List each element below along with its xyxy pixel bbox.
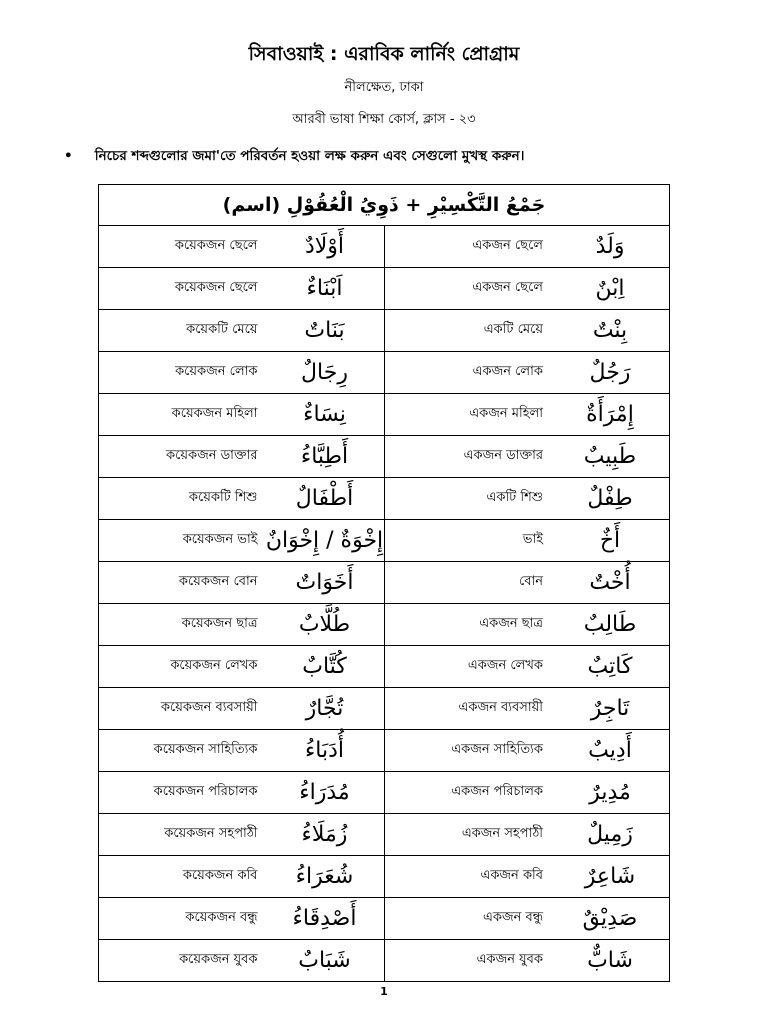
- singular-bangla: একজন বন্ধু: [482, 910, 543, 925]
- singular-bangla: একটি শিশু: [486, 490, 543, 505]
- singular-arabic: بِنْتٌ: [592, 318, 628, 343]
- singular-cell: [384, 352, 670, 394]
- plural-cell: [99, 394, 385, 436]
- singular-bangla: একজন লেখক: [467, 658, 543, 673]
- singular-bangla: ভাই: [522, 532, 543, 547]
- location-subtitle: নীলক্ষেত, ঢাকা: [344, 80, 424, 95]
- plural-cell: [99, 772, 385, 814]
- plural-bangla: কয়েকজন বোন: [178, 574, 258, 589]
- plural-arabic: اَبْنَاءٌ: [306, 276, 343, 301]
- singular-cell: [384, 226, 670, 268]
- singular-bangla: একজন কবি: [480, 868, 543, 883]
- singular-cell: [384, 940, 670, 982]
- plural-bangla: কয়েকটি মেয়ে: [186, 322, 258, 337]
- plural-arabic: زُمَلَاءُ: [301, 822, 348, 847]
- plural-arabic: أَخَوَاتٌ: [295, 570, 354, 595]
- plural-cell: [99, 898, 385, 940]
- page-title: সিবাওয়াই : এরাবিক লার্নিং প্রোগ্রাম: [248, 43, 520, 65]
- singular-arabic: كَاتِبٌ: [587, 654, 633, 679]
- singular-bangla: একজন সহপাঠী: [461, 826, 543, 841]
- singular-cell: [384, 856, 670, 898]
- table-row: [99, 856, 670, 898]
- plural-arabic: شُعَرَاءُ: [295, 864, 354, 889]
- table-row: [99, 940, 670, 982]
- singular-arabic: تَاجِرٌ: [590, 696, 630, 721]
- plural-cell: [99, 856, 385, 898]
- instruction-text: নিচের শব্দগুলোর জমা'তে পরিবর্তন হওয়া লক্ষ করুন এবং সেগুলো মুখস্থ করুন।: [94, 148, 525, 164]
- singular-bangla: একজন পরিচালক: [451, 784, 543, 799]
- table-row: [99, 562, 670, 604]
- table-row: [99, 310, 670, 352]
- plural-cell: [99, 646, 385, 688]
- table-row: [99, 604, 670, 646]
- instruction: [64, 145, 525, 168]
- plural-arabic: أَصْدِقَاءُ: [292, 906, 357, 931]
- singular-cell: [384, 436, 670, 478]
- singular-arabic: طِفْلٌ: [587, 486, 633, 511]
- singular-bangla: একজন ছেলে: [472, 238, 543, 253]
- singular-cell: [384, 604, 670, 646]
- plural-arabic: طُلَّابٌ: [298, 612, 351, 637]
- plural-cell: [99, 688, 385, 730]
- singular-cell: [384, 772, 670, 814]
- vocab-table: [98, 184, 670, 982]
- plural-bangla: কয়েকজন সাহিত্যিক: [153, 742, 258, 757]
- singular-cell: [384, 478, 670, 520]
- plural-bangla: কয়েকজন সহপাঠী: [164, 826, 258, 841]
- singular-bangla: একজন যুবক: [476, 952, 543, 967]
- plural-arabic: بَنَاتٌ: [304, 318, 345, 343]
- plural-cell: [99, 604, 385, 646]
- plural-bangla: কয়েকজন ছাত্র: [181, 616, 258, 631]
- plural-arabic: رِجَالٌ: [301, 360, 348, 385]
- singular-bangla: একজন ছেলে: [472, 280, 543, 295]
- table-row: [99, 772, 670, 814]
- plural-arabic: نِسَاءٌ: [303, 402, 346, 427]
- singular-arabic: شَاعِرٌ: [584, 864, 636, 889]
- singular-arabic: صَدِيْقٌ: [582, 906, 638, 931]
- plural-bangla: কয়েকটি শিশু: [188, 490, 258, 505]
- singular-arabic: مُدِيرٌ: [589, 780, 631, 805]
- plural-cell: [99, 562, 385, 604]
- singular-arabic: رَجُلٌ: [589, 360, 631, 385]
- plural-arabic: إِخْوَةٌ / إِخْوَانٌ: [265, 528, 384, 553]
- table-row: [99, 814, 670, 856]
- singular-arabic: اِبْنٌ: [595, 276, 625, 301]
- singular-bangla: একজন ডাক্তার: [463, 448, 543, 463]
- singular-arabic: طَبِيبٌ: [583, 444, 637, 469]
- singular-bangla: বোন: [518, 574, 543, 589]
- singular-cell: [384, 688, 670, 730]
- table-row: [99, 268, 670, 310]
- singular-bangla: একজন সাহিত্যিক: [451, 742, 543, 757]
- plural-arabic: أَوْلَادٌ: [304, 234, 345, 259]
- table-row: [99, 688, 670, 730]
- plural-bangla: কয়েকজন পরিচালক: [153, 784, 258, 799]
- singular-arabic: أُخْتٌ: [589, 570, 631, 595]
- table-row: [99, 730, 670, 772]
- table-row: [99, 520, 670, 562]
- singular-arabic: إِمْرَأَةٌ: [586, 402, 634, 427]
- plural-arabic: مُدَرَاءُ: [299, 780, 350, 805]
- table-row: [99, 394, 670, 436]
- course-line: আরবী ভাষা শিক্ষা কোর্স, ক্লাস - ২৩: [292, 112, 476, 127]
- plural-bangla: কয়েকজন লোক: [175, 364, 258, 379]
- singular-arabic: أَخٌ: [599, 528, 621, 553]
- plural-bangla: কয়েকজন লেখক: [170, 658, 258, 673]
- plural-cell: [99, 478, 385, 520]
- plural-arabic: شَبَابٌ: [298, 948, 351, 973]
- table-row: [99, 898, 670, 940]
- singular-arabic: أَدِيبٌ: [588, 738, 632, 763]
- singular-bangla: একজন ছাত্র: [479, 616, 543, 631]
- plural-cell: [99, 520, 385, 562]
- table-row: [99, 226, 670, 268]
- plural-bangla: কয়েকজন ছেলে: [174, 280, 258, 295]
- plural-bangla: কয়েকজন কবি: [182, 868, 258, 883]
- singular-cell: [384, 646, 670, 688]
- singular-cell: [384, 562, 670, 604]
- plural-arabic: أَطْفَالٌ: [295, 486, 354, 511]
- singular-cell: [384, 898, 670, 940]
- singular-cell: [384, 814, 670, 856]
- plural-bangla: কয়েকজন মহিলা: [171, 406, 258, 421]
- plural-bangla: কয়েকজন বন্ধু: [185, 910, 258, 925]
- singular-arabic: شَابٌّ: [587, 948, 633, 973]
- table-row: [99, 478, 670, 520]
- singular-arabic: وَلَدٌ: [595, 234, 625, 259]
- table-row: [99, 646, 670, 688]
- plural-bangla: কয়েকজন ভাই: [182, 532, 258, 547]
- plural-cell: [99, 310, 385, 352]
- plural-cell: [99, 730, 385, 772]
- page-number: 1: [380, 985, 388, 998]
- singular-arabic: زَمِيلٌ: [587, 822, 633, 847]
- plural-arabic: تُجَّارٌ: [305, 696, 344, 721]
- plural-arabic: أُدَبَاءُ: [304, 738, 345, 763]
- plural-cell: [99, 352, 385, 394]
- plural-arabic: أَطِبَّاءُ: [300, 444, 349, 469]
- table-row: [99, 436, 670, 478]
- singular-cell: [384, 730, 670, 772]
- singular-bangla: একটি মেয়ে: [483, 322, 543, 337]
- table-heading: جَمْعُ التَّكْسِيْرِ + ذَوِيُ الْعُقُوْلِ (اسم): [99, 185, 670, 226]
- bullet-icon: •: [64, 148, 73, 164]
- singular-bangla: একজন লোক: [472, 364, 543, 379]
- table-row: [99, 352, 670, 394]
- singular-bangla: একজন মহিলা: [469, 406, 543, 421]
- singular-arabic: طَالِبٌ: [583, 612, 637, 637]
- plural-cell: [99, 814, 385, 856]
- plural-cell: [99, 940, 385, 982]
- singular-cell: [384, 394, 670, 436]
- plural-bangla: কয়েকজন ছেলে: [174, 238, 258, 253]
- singular-cell: [384, 520, 670, 562]
- plural-arabic: كُتَّابٌ: [302, 654, 347, 679]
- plural-bangla: কয়েকজন যুবক: [179, 952, 258, 967]
- plural-cell: [99, 268, 385, 310]
- plural-bangla: কয়েকজন ব্যবসায়ী: [160, 700, 258, 715]
- plural-cell: [99, 436, 385, 478]
- singular-cell: [384, 268, 670, 310]
- singular-bangla: একজন ব্যবসায়ী: [458, 700, 543, 715]
- plural-cell: [99, 226, 385, 268]
- plural-bangla: কয়েকজন ডাক্তার: [166, 448, 258, 463]
- table-heading-row: [99, 185, 670, 226]
- singular-cell: [384, 310, 670, 352]
